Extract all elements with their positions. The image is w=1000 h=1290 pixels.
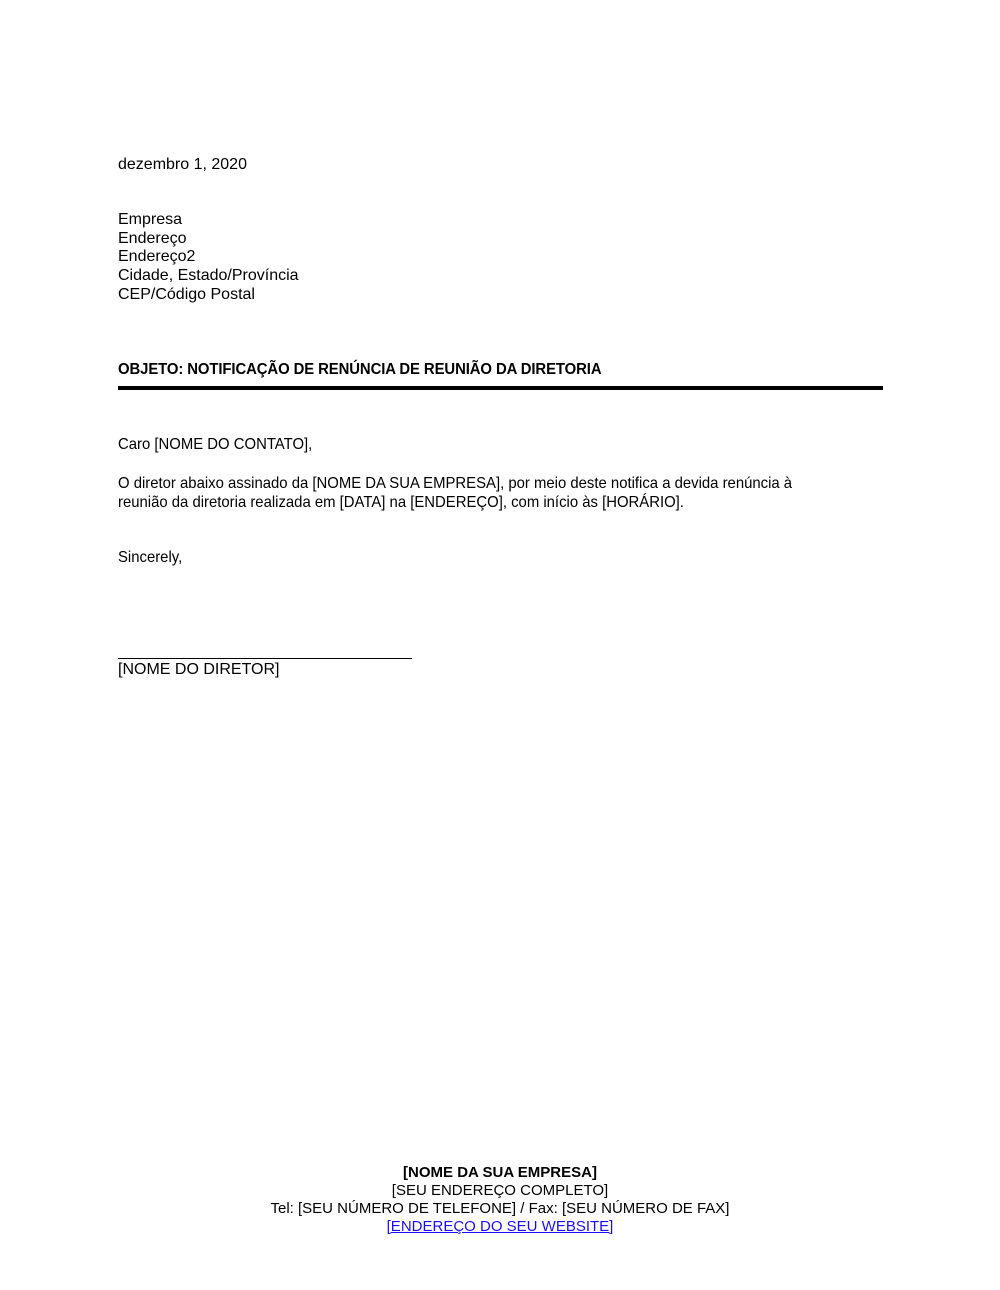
signature-line — [118, 658, 412, 659]
closing: Sincerely, — [118, 549, 183, 566]
recipient-city-state: Cidade, Estado/Província — [118, 267, 299, 285]
letterhead-footer — [0, 1164, 1000, 1236]
footer-company-name: [NOME DA SUA EMPRESA] — [403, 1164, 597, 1181]
footer-address: [SEU ENDEREÇO COMPLETO] — [391, 1182, 609, 1199]
letter-date: dezembro 1, 2020 — [118, 156, 247, 173]
footer-contact: Tel: [SEU NÚMERO DE TELEFONE] / Fax: [SEU NÚMERO DE FAX] — [270, 1200, 730, 1217]
body-line-1: O diretor abaixo assinado da [NOME DA SUA EMPRESA], por meio deste notifica a devida renúncia à — [118, 475, 793, 492]
recipient-address-line-2: Endereço2 — [118, 248, 196, 266]
subject-divider — [118, 386, 883, 390]
footer-website-link[interactable]: [ENDEREÇO DO SEU WEBSITE] — [386, 1218, 614, 1235]
recipient-postal-code: CEP/Código Postal — [118, 285, 255, 303]
recipient-address-line-1: Endereço — [118, 229, 187, 247]
body-line-2: reunião da diretoria realizada em [DATA] na [ENDEREÇO], com início às [HORÁRIO]. — [118, 494, 684, 511]
subject-heading: OBJETO: NOTIFICAÇÃO DE RENÚNCIA DE REUNIÃO DA DIRETORIA — [118, 361, 602, 378]
recipient-company: Empresa — [118, 211, 183, 228]
letter-body — [118, 474, 862, 512]
recipient-address-block — [118, 211, 299, 305]
salutation: Caro [NOME DO CONTATO], — [118, 436, 313, 453]
signer-name: [NOME DO DIRETOR] — [118, 661, 280, 678]
